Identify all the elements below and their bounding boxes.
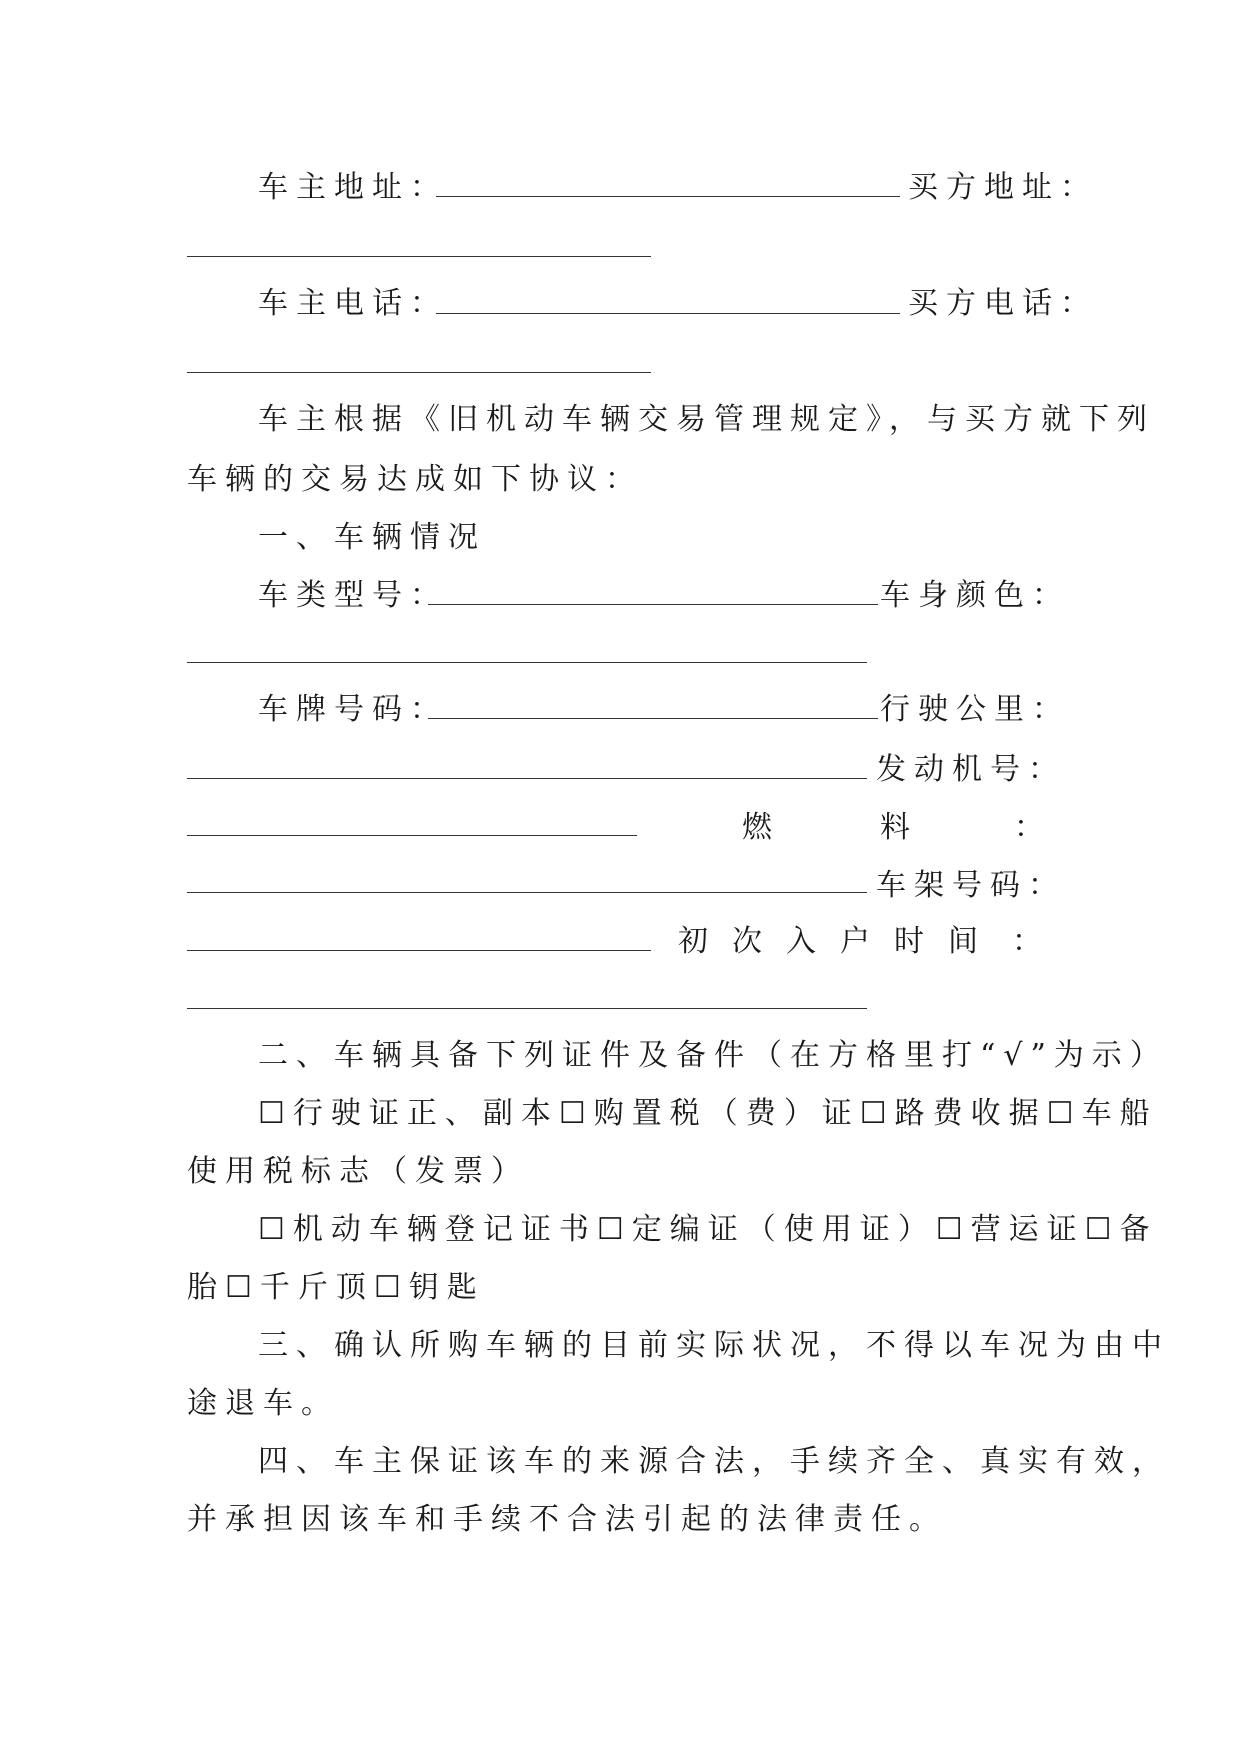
- buyer-phone-blank[interactable]: [187, 372, 651, 373]
- owner-phone-label: 车主电话：: [258, 286, 448, 321]
- fuel-label-1: 燃: [742, 810, 772, 845]
- buyer-phone-label: 买方电话：: [908, 286, 1098, 321]
- documents-line-2: 使用税标志（发票）: [187, 1154, 529, 1189]
- model-label: 车类型号：: [258, 578, 448, 613]
- buyer-address-label: 买方地址：: [908, 170, 1098, 205]
- section-4-line-2: 并承担因该车和手续不合法引起的法律责任。: [187, 1502, 947, 1537]
- model-blank[interactable]: [428, 604, 878, 605]
- documents-line-1: ☐行驶证正、副本☐购置税（费）证☐路费收据☐车船: [258, 1096, 1158, 1131]
- buyer-address-blank[interactable]: [187, 256, 651, 257]
- section-1-title: 一、车辆情况: [258, 520, 486, 555]
- intro-line-1: 车主根据《旧机动车辆交易管理规定》，与买方就下列: [258, 402, 1155, 437]
- intro-line-2: 车辆的交易达成如下协议：: [187, 462, 643, 497]
- engine-no-label: 发动机号：: [876, 752, 1066, 787]
- owner-phone-blank[interactable]: [436, 313, 900, 314]
- fuel-colon: ：: [1014, 810, 1044, 845]
- plate-blank[interactable]: [428, 718, 878, 719]
- documents-line-4: 胎☐千斤顶☐钥匙: [187, 1270, 485, 1305]
- section-3-line-2: 途退车。: [187, 1386, 339, 1421]
- first-registration-label: 初次入户时间: [678, 924, 1002, 959]
- body-color-blank[interactable]: [187, 662, 867, 663]
- frame-no-blank[interactable]: [187, 950, 651, 951]
- owner-address-label: 车主地址：: [258, 170, 448, 205]
- owner-address-blank[interactable]: [436, 196, 900, 197]
- frame-no-label: 车架号码：: [876, 868, 1066, 903]
- fuel-label-2: 料: [880, 810, 910, 845]
- section-4-line-1: 四、车主保证该车的来源合法，手续齐全、真实有效，: [258, 1444, 1170, 1479]
- section-2-title: 二、车辆具备下列证件及备件（在方格里打“√”为示）: [258, 1038, 1168, 1073]
- section-3-line-1: 三、确认所购车辆的目前实际状况，不得以车况为由中: [258, 1328, 1170, 1363]
- plate-label: 车牌号码：: [258, 692, 448, 727]
- mileage-label: 行驶公里：: [880, 692, 1070, 727]
- first-registration-colon: ：: [1012, 924, 1042, 959]
- documents-line-3: ☐机动车辆登记证书☐定编证（使用证）☐营运证☐备: [258, 1212, 1158, 1247]
- fuel-blank[interactable]: [187, 892, 867, 893]
- mileage-blank[interactable]: [187, 778, 867, 779]
- body-color-label: 车身颜色：: [880, 578, 1070, 613]
- engine-no-blank[interactable]: [187, 835, 637, 836]
- first-registration-blank[interactable]: [187, 1008, 867, 1009]
